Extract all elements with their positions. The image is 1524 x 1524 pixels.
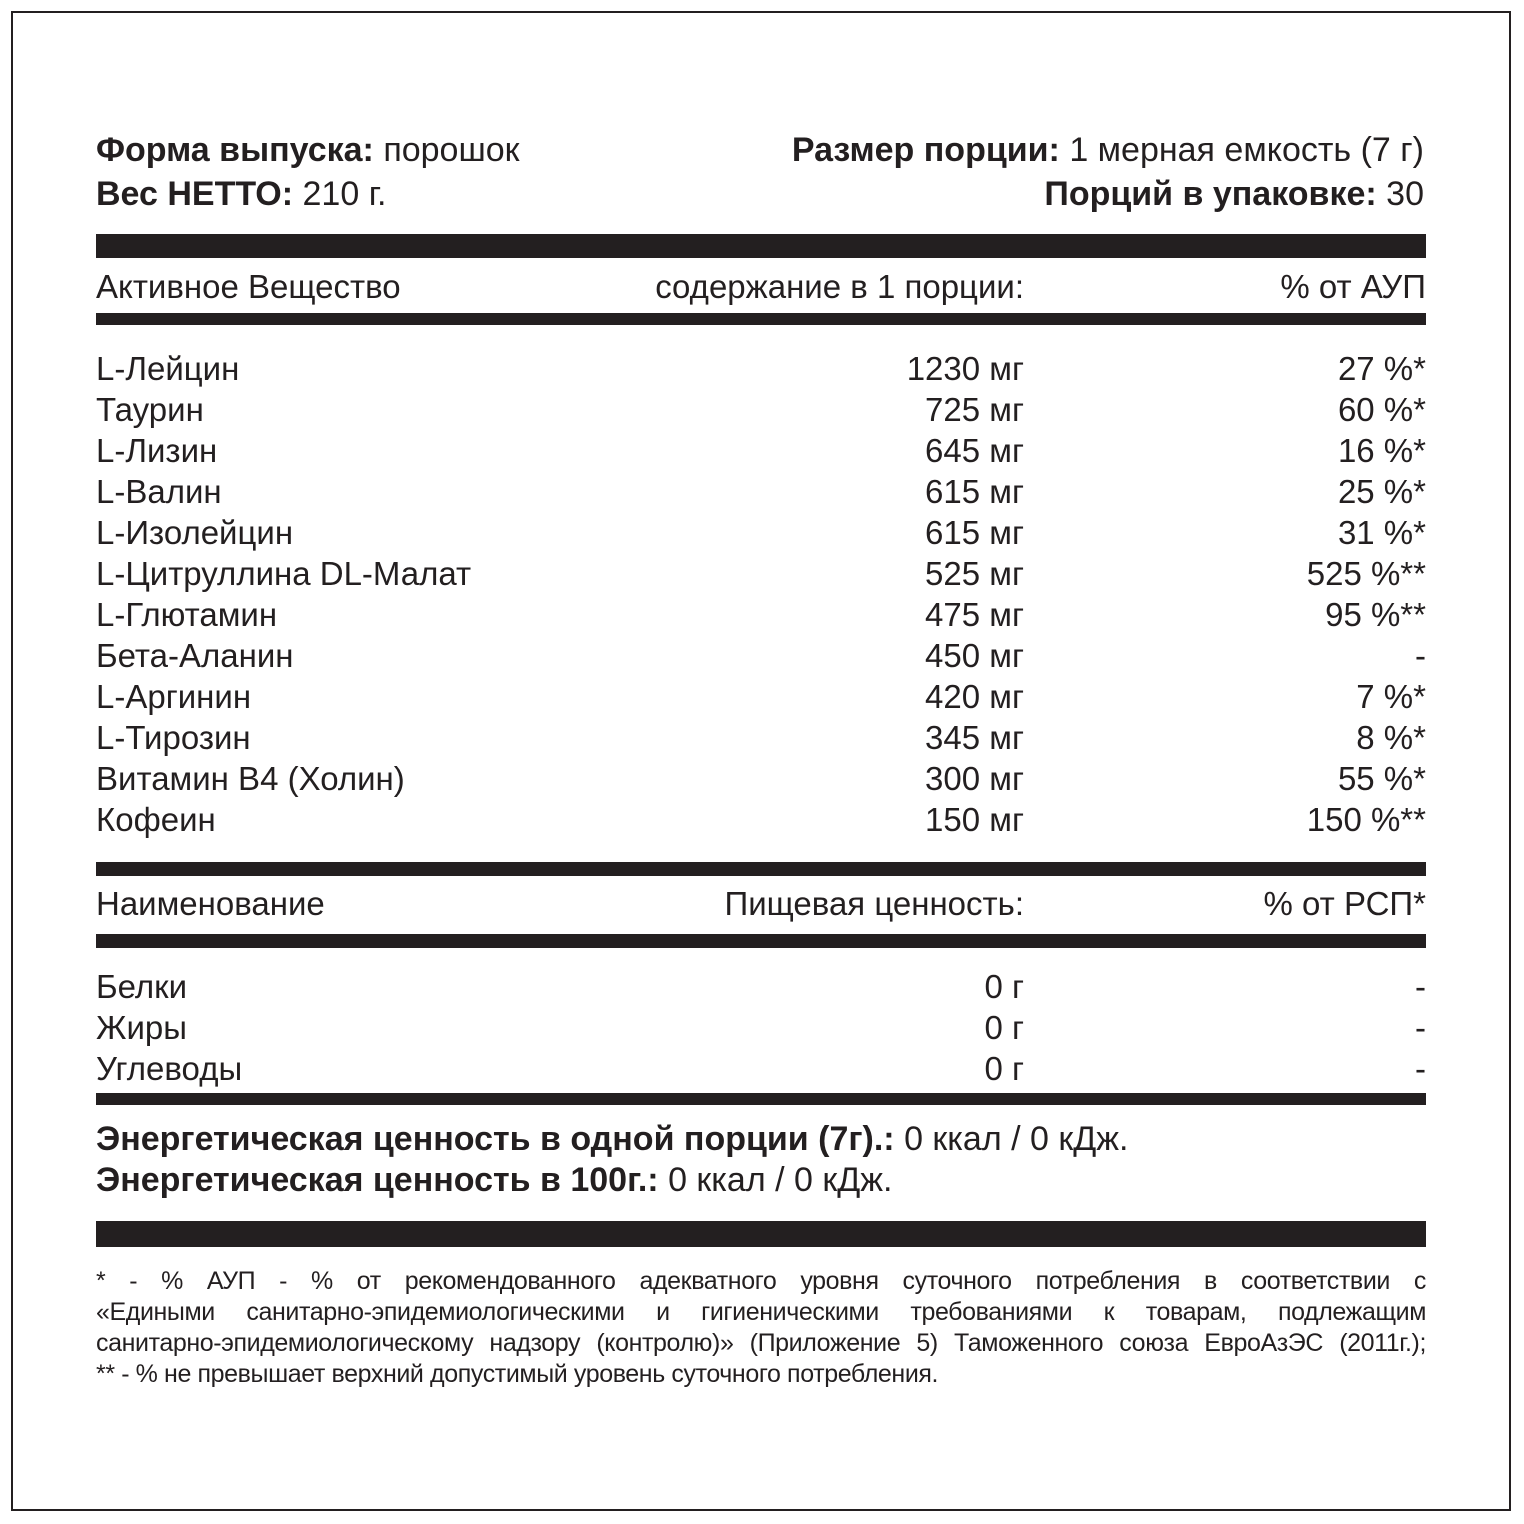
energy-per-serving [96, 1118, 1128, 1160]
divider-bar [96, 862, 1426, 876]
substance-percent: 525 %** [1306, 555, 1426, 592]
serving-size [792, 130, 1424, 170]
substance-amount: 300 мг [925, 760, 1024, 797]
divider-bar [96, 1221, 1426, 1247]
substance-name: L-Валин [96, 473, 222, 510]
substance-percent: - [1415, 637, 1426, 674]
footnote-line: «Едиными санитарно-эпидемиологическими и гигиеническими требованиями к товарам, подлежащим [96, 1298, 1426, 1326]
substance-amount: 420 мг [925, 678, 1024, 715]
column-header-aup: % от АУП [1280, 268, 1426, 305]
energy-per-100g-label: Энергетическая ценность в 100г.: [96, 1161, 659, 1199]
nutrient-percent: - [1415, 968, 1426, 1005]
substance-percent: 31 %* [1337, 514, 1426, 551]
column-header-content: содержание в 1 порции: [655, 268, 1024, 305]
substance-amount: 615 мг [925, 514, 1024, 551]
substance-percent: 55 %* [1337, 760, 1426, 797]
substance-name: Витамин В4 (Холин) [96, 760, 405, 797]
footnote-line: * - % АУП - % от рекомендованного адекватного уровня суточного потребления в соответствии с [96, 1267, 1426, 1295]
table-row [96, 1007, 1426, 1048]
substance-amount: 450 мг [925, 637, 1024, 674]
substance-percent: 95 %** [1325, 596, 1426, 633]
substance-percent: 16 %* [1337, 432, 1426, 469]
table-row [96, 348, 1426, 389]
divider-bar [96, 934, 1426, 948]
table-row [96, 471, 1426, 512]
substance-name: L-Аргинин [96, 678, 252, 715]
energy-per-100g-value: 0 ккал / 0 кДж. [668, 1161, 893, 1199]
energy-per-serving-value: 0 ккал / 0 кДж. [904, 1120, 1129, 1158]
table-row [96, 676, 1426, 717]
table-row [96, 758, 1426, 799]
net-weight-label: Вес НЕТТО: [96, 175, 294, 213]
nutrient-percent: - [1415, 1009, 1426, 1046]
substance-percent: 60 %* [1337, 391, 1426, 428]
footnote-line: ** - % не превышает верхний допустимый уровень суточного потребления. [96, 1360, 939, 1388]
substance-name: Таурин [96, 391, 204, 428]
substance-amount: 525 мг [925, 555, 1024, 592]
substance-percent: 7 %* [1356, 678, 1426, 715]
footnotes [96, 1266, 1426, 1390]
substance-amount: 150 мг [925, 801, 1024, 838]
column-header-substance: Активное Вещество [96, 268, 401, 305]
active-table-header [96, 266, 1426, 307]
substance-name: L-Лейцин [96, 350, 240, 387]
substance-amount: 1230 мг [906, 350, 1024, 387]
substance-amount: 475 мг [925, 596, 1024, 633]
release-form [96, 130, 520, 170]
divider-bar [96, 313, 1426, 325]
table-row [96, 966, 1426, 1007]
nutrition-table-header [96, 883, 1426, 924]
nutrient-percent: - [1415, 1050, 1426, 1087]
servings-per-pack [1044, 174, 1424, 214]
nutrient-amount: 0 г [984, 1009, 1024, 1046]
table-row [96, 799, 1426, 840]
substance-percent: 27 %* [1337, 350, 1426, 387]
substance-name: L-Глютамин [96, 596, 278, 633]
divider-bar [96, 1093, 1426, 1105]
nutrient-name: Углеводы [96, 1050, 243, 1087]
substance-percent: 25 %* [1337, 473, 1426, 510]
column-header-value: Пищевая ценность: [724, 885, 1024, 922]
servings-per-pack-label: Порций в упаковке: [1044, 175, 1377, 213]
net-weight [96, 174, 386, 214]
energy-per-100g [96, 1159, 892, 1201]
substance-amount: 615 мг [925, 473, 1024, 510]
substance-name: L-Лизин [96, 432, 218, 469]
nutrient-amount: 0 г [984, 1050, 1024, 1087]
table-row [96, 1048, 1426, 1089]
column-header-rsp: % от РСП* [1263, 885, 1426, 922]
table-row [96, 635, 1426, 676]
table-row [96, 717, 1426, 758]
substance-amount: 725 мг [925, 391, 1024, 428]
serving-size-label: Размер порции: [791, 131, 1060, 169]
substance-amount: 345 мг [925, 719, 1024, 756]
servings-per-pack-value: 30 [1386, 175, 1424, 213]
nutrient-name: Белки [96, 968, 188, 1005]
column-header-name: Наименование [96, 885, 325, 922]
footnote-line: санитарно-эпидемиологическому надзору (контролю)» (Приложение 5) Таможенного союза ЕвроАзЭС (2011г.); [96, 1329, 1426, 1357]
table-row [96, 594, 1426, 635]
release-form-label: Форма выпуска: [96, 131, 374, 169]
substance-name: L-Тирозин [96, 719, 251, 756]
substance-amount: 645 мг [925, 432, 1024, 469]
release-form-value: порошок [383, 131, 520, 169]
table-row [96, 389, 1426, 430]
net-weight-value: 210 г. [302, 175, 387, 213]
divider-bar [96, 234, 1426, 258]
energy-per-serving-label: Энергетическая ценность в одной порции (7г).: [96, 1120, 895, 1158]
substance-name: L-Изолейцин [96, 514, 294, 551]
serving-size-value: 1 мерная емкость (7 г) [1069, 131, 1424, 169]
table-row [96, 430, 1426, 471]
substance-name: L-Цитруллина DL-Малат [96, 555, 472, 592]
table-row [96, 553, 1426, 594]
substance-name: Кофеин [96, 801, 216, 838]
substance-percent: 8 %* [1356, 719, 1426, 756]
table-row [96, 512, 1426, 553]
nutrient-amount: 0 г [984, 968, 1024, 1005]
substance-percent: 150 %** [1306, 801, 1426, 838]
substance-name: Бета-Аланин [96, 637, 294, 674]
nutrient-name: Жиры [96, 1009, 187, 1046]
